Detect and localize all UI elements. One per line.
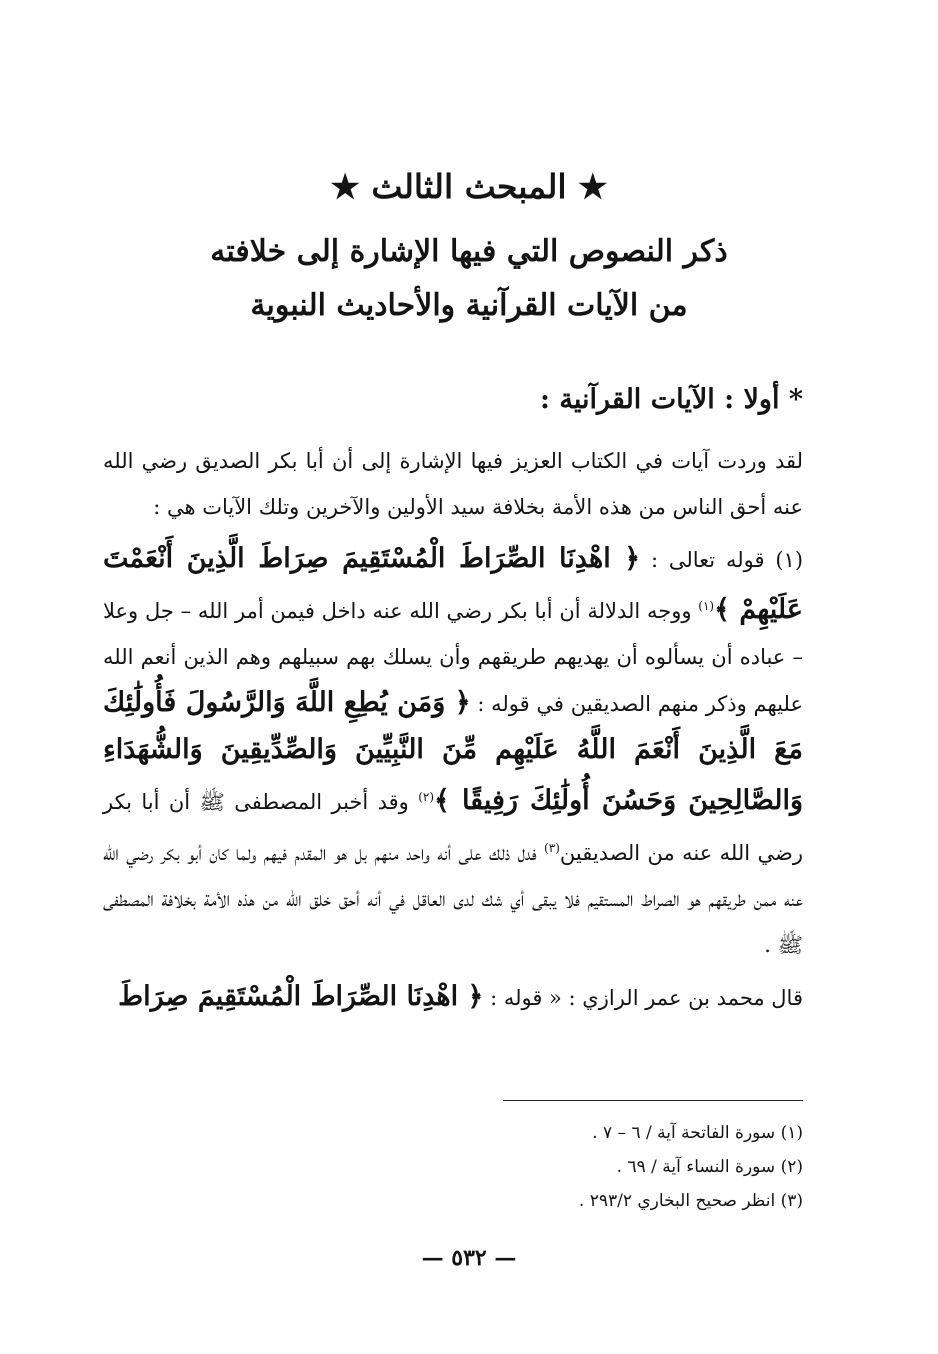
quran-verse-fatiha-quote: ﴿ اهْدِنَا الصِّرَاطَ الْمُسْتَقِيمَ صِرَاطَ xyxy=(118,981,484,1012)
verse-intro: (١) قوله تعالى : xyxy=(650,548,804,572)
paragraph-razi-quote xyxy=(103,974,803,1021)
body-text xyxy=(103,438,803,1027)
quote-intro: قال محمد بن عمر الرازي : « قوله : xyxy=(490,986,803,1010)
paragraph-first-verse xyxy=(103,536,803,968)
explanation-text: ووجه الدلالة أن أبا بكر رضي الله عنه داخل فيمن أمر الله – جل وعلا – عباده أن يسألوه أن يهديهم طريقهم وأن يسلك بهم سبيلهم وهم الذين أنعم الله عليهم وذكر منهم الصديقين في قوله : xyxy=(103,599,803,716)
footnote-3: (٣) انظر صحيح البخاري ٢٩٣/٢ . xyxy=(578,1191,803,1211)
section-heading: * أولا : الآيات القرآنية : xyxy=(540,384,803,415)
chapter-subtitle-line1: ذكر النصوص التي فيها الإشارة إلى خلافته xyxy=(210,234,728,269)
footnote-2: (٢) سورة النساء آية / ٦٩ . xyxy=(616,1157,803,1177)
footnote-ref-1[interactable]: (١) xyxy=(698,599,715,613)
chapter-title: ★ المبحث الثالث ★ xyxy=(330,167,608,206)
paragraph-intro: لقد وردت آيات في الكتاب العزيز فيها الإشارة إلى أن أبا بكر الصديق رضي الله عنه أحق الناس من هذه الأمة بخلافة سيد الأولين والآخرين وتلك الآيات هي : xyxy=(103,449,803,519)
footnote-divider xyxy=(503,1100,803,1101)
footnote-ref-2[interactable]: (٢) xyxy=(418,790,435,804)
quran-verse-fatiha: ﴿ اهْدِنَا الصِّرَاطَ الْمُسْتَقِيمَ صِرَاطَ الَّذِينَ أَنْعَمْتَ عَلَيْهِمْ ﴾ xyxy=(103,543,803,625)
page-number: — ٥٣٢ — xyxy=(421,1245,517,1271)
quran-verse-nisa: ﴿ وَمَن يُطِعِ اللَّهَ وَالرَّسُولَ فَأُولَٰئِكَ مَعَ الَّذِينَ أَنْعَمَ اللَّهُ عَلَيْهِم مِّنَ النَّبِيِّينَ وَالصِّدِّيقِينَ وَالشُّهَدَاءِ وَالصَّالِحِينَ وَحَسُنَ أُولَٰئِكَ رَفِيقًا ﴾ xyxy=(103,687,803,816)
hadith-text: وقد أخبر المصطفى ﷺ أن أبا بكر رضي الله عنه من الصديقين xyxy=(103,790,803,865)
footnote-1: (١) سورة الفاتحة آية / ٦ – ٧ . xyxy=(592,1123,803,1143)
chapter-subtitle-line2: من الآيات القرآنية والأحاديث النبوية xyxy=(250,288,688,323)
conclusion-text: فدل ذلك على أنه واحد منهم بل هو المقدم فيهم ولما كان أبو بكر رضي الله عنه ممن طريقهم هو الصراط المستقيم فلا يبقى أي شك لدى العاقل في أنه أحق خلق الله من هذه الأمة بخلافة المصطفى ﷺ . xyxy=(103,841,803,957)
footnotes xyxy=(383,1116,803,1218)
footnote-ref-3[interactable]: (٣) xyxy=(544,841,560,855)
